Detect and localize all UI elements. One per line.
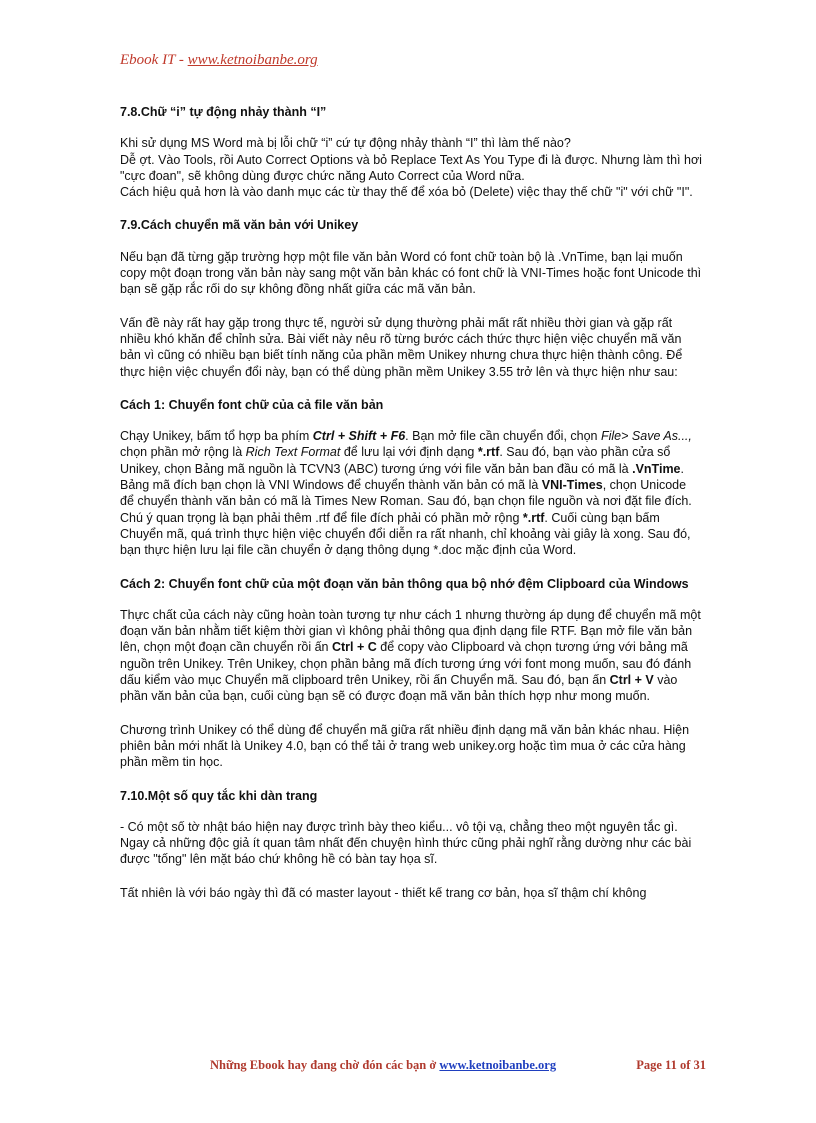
text-run: để copy vào Clipboard và chọn tương ứng với bảng mã nguồn trên Unikey. Trên Unikey, chọn phần bảng mã đích tương ứng với font mong muốn, sau đó đánh dấu kiểm vào mục Chuyển mã clipboard trên Unikey, rồi ấn Chuyển mã. Sau đó, bạn ấn bbox=[120, 640, 692, 688]
heading-7-10: 7.10.Một số quy tắc khi dàn trang bbox=[120, 788, 318, 803]
text-run: . Cuối cùng bạn bấm Chuyển mã, quá trình thực hiện việc chuyển đổi diễn ra rất nhanh, chỉ khoảng vài giây là xong. Sau đó, bạn thực hiện lưu lại file cần chuyển ở dạng thông dụng *.doc mặc định của Word. bbox=[120, 510, 691, 558]
section-7-8-body bbox=[120, 135, 702, 200]
page-number: Page 11 of 31 bbox=[636, 1058, 706, 1072]
header-site-link[interactable]: www.ketnoibanbe.org bbox=[187, 52, 318, 68]
page-footer bbox=[210, 1058, 706, 1073]
text-run: vào phần văn bản của bạn, cuối cùng bạn sẽ có được đoạn mã văn bản thích hợp như mong muốn. bbox=[120, 673, 678, 704]
header-prefix: Ebook IT - bbox=[120, 52, 188, 68]
footer-site-link[interactable]: www.ketnoibanbe.org bbox=[439, 1058, 557, 1072]
footer-text: Những Ebook hay đang chờ đón các bạn ở bbox=[210, 1058, 440, 1072]
file-extension: *.rtf bbox=[522, 510, 545, 525]
footer-promo bbox=[210, 1058, 556, 1073]
text-run: . Bảng mã đích bạn chọn là VNI Windows để chuyển thành văn bản có mã là bbox=[120, 461, 684, 493]
method-1-paragraph bbox=[120, 428, 702, 558]
paragraph: Nếu bạn đã từng gặp trường hợp một file văn bản Word có font chữ toàn bộ là .VnTime, bạn lại muốn copy một đoạn trong văn bản này sang một văn bản khác có font chữ là VNI-Times hoặc font Unicode thì bạn sẽ gặp rắc rối do sự không đồng nhất giữa các mã văn bản. bbox=[120, 249, 702, 297]
text-run: chọn phần mở rộng là bbox=[120, 445, 246, 460]
shortcut-keys: Ctrl + C bbox=[331, 640, 377, 655]
menu-path: File> Save As..., bbox=[600, 429, 692, 444]
heading-7-9: 7.9.Cách chuyển mã văn bản với Unikey bbox=[120, 218, 359, 233]
font-name: VNI-Times bbox=[541, 478, 603, 493]
heading-method-2: Cách 2: Chuyển font chữ của một đoạn văn bản thông qua bộ nhớ đệm Clipboard của Windows bbox=[120, 576, 689, 591]
shortcut-keys: Ctrl + V bbox=[609, 673, 654, 688]
file-extension: *.rtf bbox=[477, 445, 500, 460]
heading-7-8: 7.8.Chữ “i” tự động nhảy thành “I” bbox=[120, 105, 327, 119]
paragraph: Dễ ợt. Vào Tools, rồi Auto Correct Options và bỏ Replace Text As You Type đi là được. Nhưng làm thì hơi "cực đoan", sẽ không dùng được chức năng Auto Correct của Word nữa. bbox=[120, 152, 702, 183]
shortcut-keys: Ctrl + Shift + F6 bbox=[312, 429, 406, 444]
paragraph: Cách hiệu quả hơn là vào danh mục các từ thay thế để xóa bỏ (Delete) việc thay thế chữ "i" với chữ "I". bbox=[120, 185, 693, 200]
paragraph: - Có một số tờ nhật báo hiện nay được trình bày theo kiểu... vô tội vạ, chẳng theo một nguyên tắc gì. Ngay cả những độc giả ít quan tâm nhất đến chuyện hình thức cũng phải nghĩ rằng dường như các bài được "tống" lên mặt báo chứ không hề có bàn tay họa sĩ. bbox=[120, 819, 692, 867]
paragraph: Khi sử dụng MS Word mà bị lỗi chữ “i” cứ tự động nhảy thành “I” thì làm thế nào? bbox=[120, 136, 571, 151]
heading-method-1: Cách 1: Chuyển font chữ của cả file văn bản bbox=[120, 397, 384, 412]
font-name: .VnTime bbox=[632, 461, 681, 476]
text-run: , chọn Unicode để chuyển thành văn bản có mã là Times New Roman. Sau đó, bạn chọn file nguồn và nơi đặt file đích. Chú ý quan trọng là bạn phải thêm .rtf để file đích phải có phần mở rộng bbox=[120, 478, 692, 525]
paragraph: Tất nhiên là với báo ngày thì đã có master layout - thiết kế trang cơ bản, họa sĩ thậm chí không bbox=[120, 885, 647, 900]
page-content bbox=[120, 104, 702, 901]
text-run: để lưu lại với định dạng bbox=[340, 445, 478, 460]
page-header bbox=[120, 52, 318, 69]
text-run: . Sau đó, bạn vào phần cửa sổ Unikey, chọn Bảng mã nguồn là TCVN3 (ABC) tương ứng với file văn bản ban đầu có mã là bbox=[120, 445, 671, 476]
text-run: Thực chất của cách này cũng hoàn toàn tương tự như cách 1 nhưng thường áp dụng để chuyển mã một đoạn văn bản nhằm tiết kiệm thời gian vì không phải thông qua định dạng file RTF. Bạn mở file văn bản lên, chọn một đoạn cần chuyển rồi ấn bbox=[120, 607, 701, 655]
paragraph: Vấn đề này rất hay gặp trong thực tế, người sử dụng thường phải mất rất nhiều thời gian và gặp rất nhiều khó khăn để chỉnh sửa. Bài viết này nêu rõ từng bước cách thức thực hiện việc chuyển mã văn bản vì cũng có nhiều bạn biết tính năng của phần mềm Unikey nhưng chưa thực hiện thành công. Để thực hiện việc chuyển đổi này, bạn có thể dùng phần mềm Unikey 3.55 trở lên và thực hiện như sau: bbox=[120, 315, 683, 379]
method-2-paragraph bbox=[120, 607, 702, 705]
format-name: Rich Text Format bbox=[245, 445, 341, 460]
text-run: . Bạn mở file cần chuyển đổi, chọn bbox=[405, 429, 601, 444]
text-run: Chạy Unikey, bấm tổ hợp ba phím bbox=[120, 429, 313, 444]
paragraph: Chương trình Unikey có thể dùng để chuyển mã giữa rất nhiều định dạng mã văn bản khác nhau. Hiện phiên bản mới nhất là Unikey 4.0, bạn có thể tải ở trang web unikey.org hoặc tìm mua ở các cửa hàng phần mềm tin học. bbox=[120, 722, 690, 770]
